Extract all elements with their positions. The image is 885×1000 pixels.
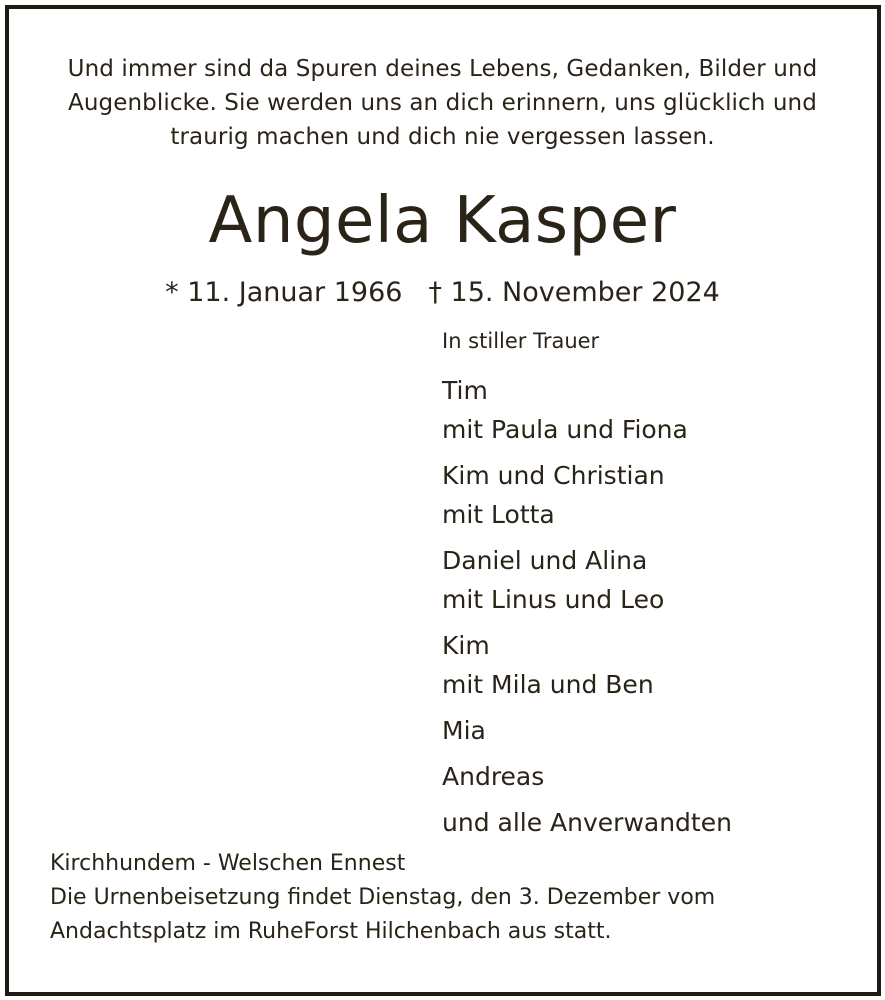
birth-date: * 11. Januar 1966 (165, 277, 403, 308)
mourner-line: Andreas (442, 762, 545, 791)
burial-info-line: Andachtsplatz im RuheForst Hilchenbach aus statt. (50, 919, 612, 944)
poem-line: Augenblicke. Sie werden uns an dich erinnern, uns glücklich und (68, 90, 817, 116)
mourner-group (442, 541, 732, 619)
mourner-group (442, 757, 732, 796)
funeral-info (50, 847, 715, 949)
mourners-list (442, 371, 732, 849)
location-text: Kirchhundem - Welschen Ennest (50, 851, 406, 876)
mourner-line: mit Mila und Ben (442, 670, 654, 699)
mourner-group (442, 456, 732, 534)
mourner-group (442, 371, 732, 449)
mourner-line: mit Linus und Leo (442, 585, 665, 614)
mourner-line: Kim und Christian (442, 461, 665, 490)
mourner-line: Mia (442, 716, 486, 745)
mourner-line: und alle Anverwandten (442, 808, 732, 837)
mourner-line: Tim (442, 376, 488, 405)
life-dates (0, 273, 885, 313)
mourner-group (442, 711, 732, 750)
mourner-line: mit Paula und Fiona (442, 415, 688, 444)
mourner-group (442, 803, 732, 842)
burial-info-line: Die Urnenbeisetzung findet Dienstag, den 3. Dezember vom (50, 885, 716, 910)
mourner-line: Kim (442, 631, 490, 660)
mourner-group (442, 626, 732, 704)
poem-line: traurig machen und dich nie vergessen lassen. (170, 124, 715, 150)
death-date: † 15. November 2024 (428, 277, 720, 308)
memorial-poem (0, 52, 885, 154)
mourner-line: mit Lotta (442, 500, 555, 529)
deceased-name: Angela Kasper (208, 184, 677, 258)
poem-line: Und immer sind da Spuren deines Lebens, Gedanken, Bilder und (67, 56, 818, 82)
mourning-intro: In stiller Trauer (442, 329, 600, 353)
mourner-line: Daniel und Alina (442, 546, 648, 575)
